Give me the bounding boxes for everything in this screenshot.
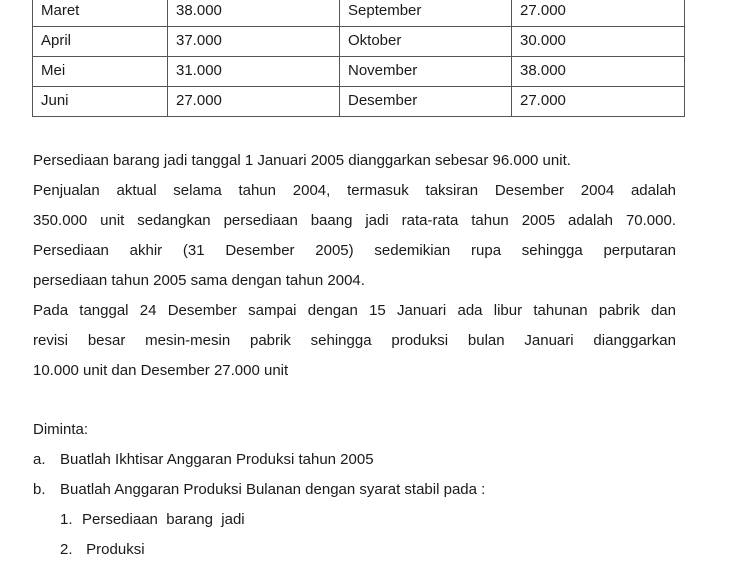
month-cell: Mei	[33, 57, 168, 87]
value-cell: 31.000	[168, 57, 340, 87]
task-subitem-2	[60, 535, 145, 565]
task-heading	[33, 415, 676, 445]
list-item-text: Buatlah Ikhtisar Anggaran Produksi tahun 2005	[60, 451, 374, 468]
table-row	[33, 27, 685, 57]
list-marker: 2.	[60, 541, 73, 558]
list-item-text: Persediaan barang jadi	[82, 511, 245, 528]
paragraph-line: Penjualan aktual selama tahun 2004, termasuk taksiran Desember 2004 adalah	[33, 182, 676, 199]
table-row	[33, 0, 685, 27]
table-row	[33, 87, 685, 117]
paragraph-line: Persediaan akhir (31 Desember 2005) sedemikian rupa sehingga perputaran	[33, 242, 676, 259]
monthly-sales-table	[32, 0, 685, 117]
task-item-a	[33, 445, 374, 475]
table-row	[33, 57, 685, 87]
value-cell: 37.000	[168, 27, 340, 57]
list-marker: 1.	[60, 511, 73, 528]
value-cell: 27.000	[512, 87, 685, 117]
month-cell: Maret	[33, 0, 168, 27]
value-cell: 38.000	[512, 57, 685, 87]
task-item-b	[33, 475, 485, 505]
month-cell: November	[340, 57, 512, 87]
paragraph-line: Pada tanggal 24 Desember sampai dengan 15 Januari ada libur tahunan pabrik dan	[33, 302, 676, 319]
value-cell: 30.000	[512, 27, 685, 57]
list-item-text: Buatlah Anggaran Produksi Bulanan dengan syarat stabil pada :	[60, 481, 486, 498]
list-item-text: Produksi	[82, 541, 145, 558]
task-subitem-1	[60, 505, 245, 535]
value-cell: 27.000	[512, 0, 685, 27]
paragraph-line: 10.000 unit dan Desember 27.000 unit	[33, 362, 289, 379]
month-cell: September	[340, 0, 512, 27]
paragraph-line: revisi besar mesin-mesin pabrik sehingga produksi bulan Januari dianggarkan	[33, 332, 676, 349]
paragraph-inventory	[33, 146, 676, 296]
value-cell: 27.000	[168, 87, 340, 117]
month-cell: Oktober	[340, 27, 512, 57]
month-cell: Juni	[33, 87, 168, 117]
paragraph-line: Persediaan barang jadi tanggal 1 Januari 2005 dianggarkan sebesar 96.000 unit.	[33, 152, 571, 169]
list-marker: a.	[33, 451, 46, 468]
month-cell: April	[33, 27, 168, 57]
list-marker: b.	[33, 481, 46, 498]
task-heading-text: Diminta:	[33, 421, 89, 438]
paragraph-line: 350.000 unit sedangkan persediaan baang jadi rata-rata tahun 2005 adalah 70.000.	[33, 212, 676, 229]
month-cell: Desember	[340, 87, 512, 117]
paragraph-line: persediaan tahun 2005 sama dengan tahun 2004.	[33, 272, 365, 289]
value-cell: 38.000	[168, 0, 340, 27]
paragraph-production	[33, 296, 676, 386]
